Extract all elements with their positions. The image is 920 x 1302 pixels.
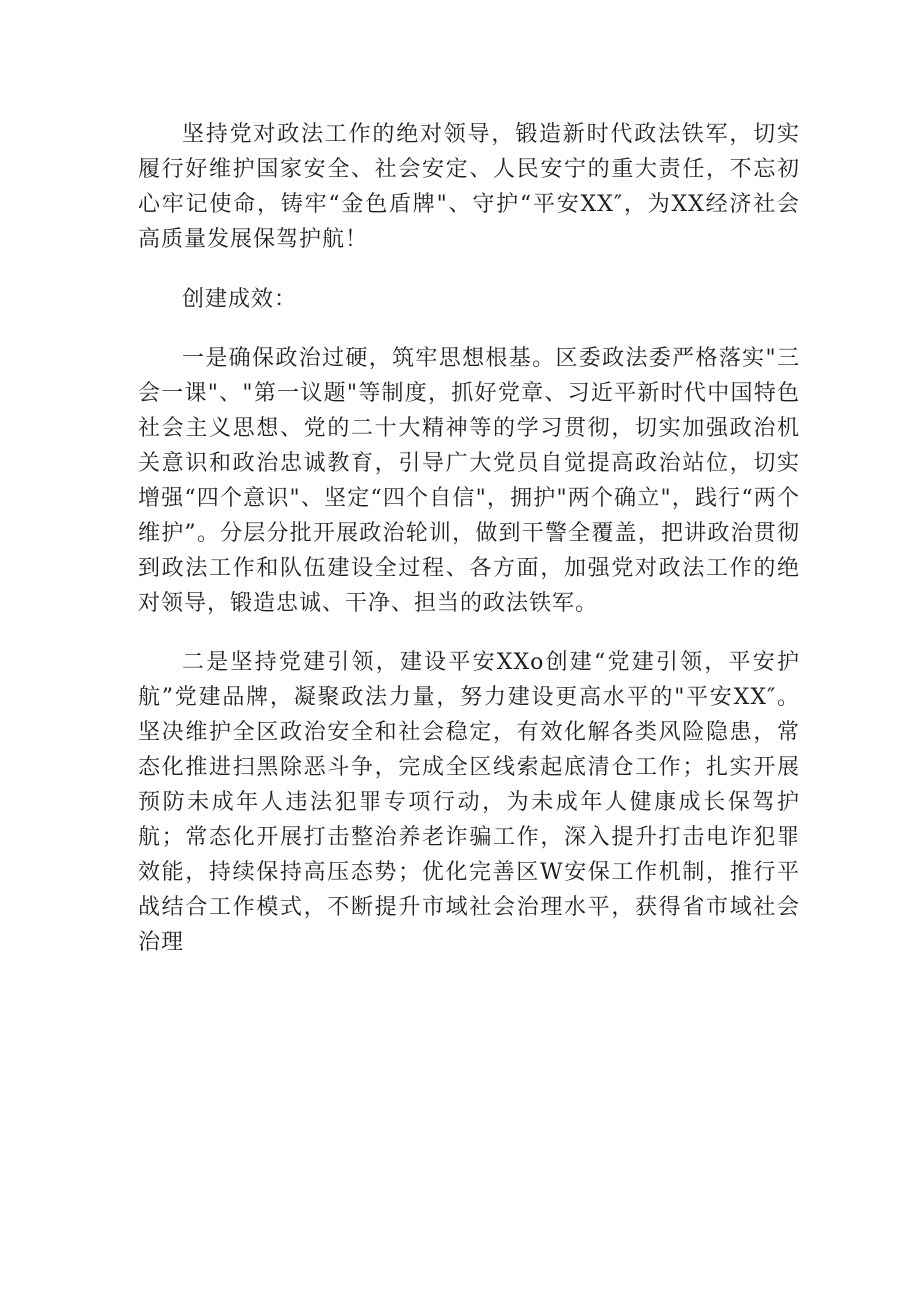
paragraph-point-two-lead: 二是坚持党建引领，建设平安XXo	[182, 650, 545, 675]
section-heading-results	[138, 282, 800, 317]
paragraph-point-one-lead: 一是确保政治过硬，筑牢思想根基。	[182, 346, 556, 371]
paragraph-point-two-text: 创建“党建引领，平安护航”党建品牌，凝聚政法力量，努力建设更高水平的"平安XX″。坚决维护全区政治安全和社会稳定，有效化解各类风险隐患，常态化推进扫黑除恶斗争，完成全区线索起底清仓工作；扎实开展预防未成年人违法犯罪专项行动，为未成年人健康成长保驾护航；常态化开展打击整治养老诈骗工作，深入提升打击电诈犯罪效能，持续保持高压态势；优化完善区W安保工作机制，推行平战结合工作模式，不断提升市域社会治理水平，获得省市域社会治理	[138, 650, 800, 955]
section-heading-text: 创建成效：	[182, 287, 298, 312]
paragraph-point-two	[138, 645, 800, 960]
paragraph-point-one	[138, 341, 800, 621]
document-body	[138, 117, 800, 960]
paragraph-intro-text: 坚持党对政法工作的绝对领导，锻造新时代政法铁军，切实履行好维护国家安全、社会安定、人民安宁的重大责任，不忘初心牢记使命，铸牢“金色盾牌"、守护“平安XX″，为XX经济社会高质量发展保驾护航！	[138, 122, 800, 252]
paragraph-intro	[138, 117, 800, 257]
paragraph-point-one-text: 区委政法委严格落实"三会一课"、"第一议题"等制度，抓好党章、习近平新时代中国特色社会主义思想、党的二十大精神等的学习贯彻，切实加强政治机关意识和政治忠诚教育，引导广大党员自觉提高政治站位，切实增强“四个意识"、坚定“四个自信"，拥护"两个确立"，践行“两个维护”。分层分批开展政治轮训，做到干警全覆盖，把讲政治贯彻到政法工作和队伍建设全过程、各方面，加强党对政法工作的绝对领导，锻造忠诚、干净、担当的政法铁军。	[138, 346, 800, 616]
